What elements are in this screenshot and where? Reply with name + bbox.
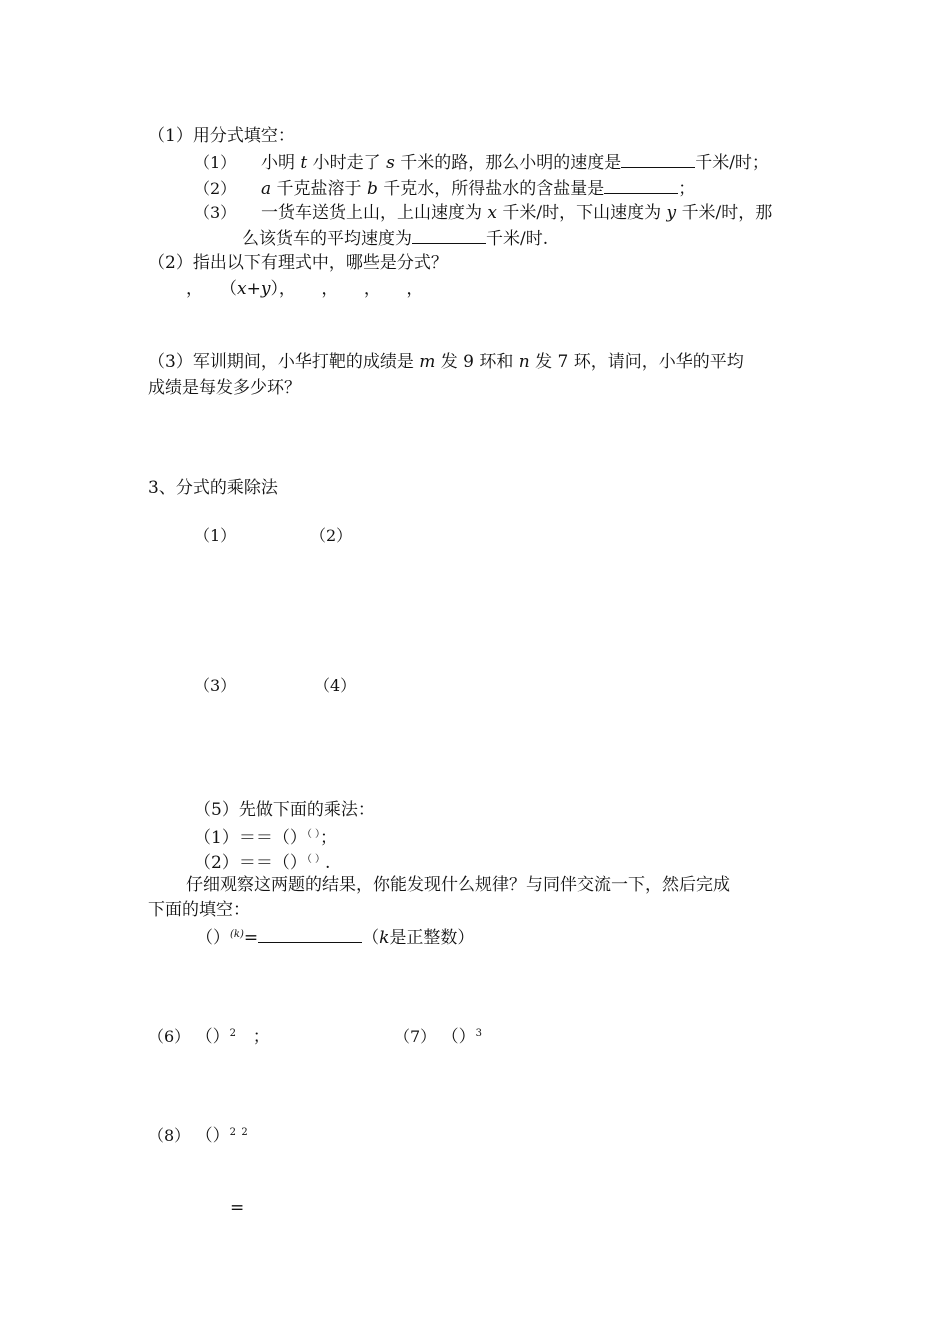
exponent-placeholder: （ ） [306, 854, 326, 865]
variable-k: k [379, 928, 390, 948]
problem-number: （1） [194, 526, 237, 545]
paren-text: （） [441, 1027, 476, 1047]
item-text: 千米/时； [695, 153, 769, 173]
problem-number: （2） [310, 526, 353, 545]
item6 [148, 1022, 270, 1049]
section3-text: （3）军训期间，小华打靶的成绩是 [148, 352, 414, 372]
problem-4-label [314, 674, 356, 698]
section2-title-text: （2）指出以下有理式中，哪些是分式？ [148, 253, 448, 273]
exponent: 3 [475, 1028, 482, 1039]
item-text: ； [678, 179, 696, 199]
item5-title-text: （5）先做下面的乘法： [194, 800, 375, 820]
section3-line2 [148, 376, 301, 400]
problem-3-label [194, 674, 236, 698]
item5-row-text: ； [320, 828, 338, 848]
item-text: 千米的路，那么小明的速度是 [400, 153, 622, 173]
fill-text: 是正整数） [389, 928, 475, 948]
problem-number: （7） [394, 1027, 437, 1046]
variable-n: n [518, 352, 530, 372]
variable-x: x [487, 203, 497, 223]
item8 [148, 1121, 248, 1148]
paragraph-text: 下面的填空： [148, 900, 250, 920]
section1-item3-cont [242, 226, 548, 251]
section2-expressions [186, 277, 423, 301]
fill-text: （） [196, 928, 230, 948]
section1-title [148, 124, 295, 148]
item-text: 千米/时，那 [681, 203, 773, 223]
problem-number: （8） [148, 1126, 191, 1145]
exponent: 2 [241, 1127, 248, 1138]
answer-blank[interactable] [412, 226, 486, 244]
problem-2-label [310, 524, 352, 548]
problem-number: （4） [314, 676, 357, 695]
section1-title-text: （1）用分式填空： [148, 126, 295, 146]
item5-fill-line [196, 923, 474, 950]
answer-blank[interactable] [621, 150, 695, 168]
paren-text: （） [195, 1027, 230, 1047]
variable-a: a [261, 179, 272, 199]
item-number: （1） [194, 153, 237, 172]
section1-item1 [194, 150, 769, 175]
item7 [394, 1022, 482, 1049]
expression-variable: x+y [237, 279, 271, 299]
item-number: （2） [194, 179, 237, 198]
expression-text: ， （ [186, 279, 237, 299]
item-text: 一货车送货上山，上山速度为 [261, 203, 482, 223]
variable-b: b [366, 179, 378, 199]
exponent-k: (k) [230, 929, 244, 940]
problem-number: （6） [148, 1027, 191, 1046]
item-text: 小时走了 [312, 153, 381, 173]
exponent: 2 [229, 1127, 236, 1138]
section1-item2 [194, 176, 695, 201]
section2-title [148, 251, 448, 275]
exponent-placeholder: （ ） [306, 829, 321, 840]
variable-y: y [666, 203, 677, 223]
section3-line1 [148, 350, 744, 374]
item-text: 千米/时. [486, 229, 549, 249]
equals-sign: = [230, 1198, 245, 1218]
item-text: 千克盐溶于 [276, 179, 362, 199]
item5-paragraph-line2 [148, 898, 250, 922]
item5-paragraph-line1 [186, 873, 730, 897]
exponent: 2 [229, 1028, 236, 1039]
variable-t: t [300, 153, 308, 173]
equals-sign: = [243, 928, 259, 948]
expression-text: ）， ， ， ， [270, 279, 424, 299]
section3-text: 发 9 环和 [440, 352, 514, 372]
item5-row-text: （1）＝＝（） [194, 828, 307, 848]
item-text: 小明 [261, 153, 295, 173]
paragraph-text: 仔细观察这两题的结果，你能发现什么规律？与同伴交流一下，然后完成 [186, 875, 730, 895]
item5-row2 [194, 848, 330, 875]
paren-text: （） [195, 1126, 230, 1146]
item5-row1 [194, 823, 337, 850]
item-number: （3） [194, 203, 237, 222]
problem-number: （3） [194, 676, 237, 695]
item-text: 么该货车的平均速度为 [242, 229, 412, 249]
separator: ； [252, 1027, 270, 1047]
item5-title [194, 798, 375, 822]
answer-blank[interactable] [258, 925, 362, 943]
problem-1-label [194, 524, 236, 548]
item5-row-text: （2）＝＝（） [194, 853, 307, 873]
section3-text: 发 7 环，请问，小华的平均 [535, 352, 744, 372]
section-heading [148, 476, 278, 500]
item5-row-text: . [325, 853, 331, 873]
heading-text: 3、分式的乘除法 [148, 478, 278, 498]
item8-equals [230, 1196, 244, 1220]
item-text: 千克水，所得盐水的含盐量是 [383, 179, 605, 199]
variable-m: m [419, 352, 436, 372]
fill-text: （ [362, 928, 380, 948]
section3-text: 成绩是每发多少环？ [148, 378, 301, 398]
variable-s: s [386, 153, 395, 173]
item-text: 千米/时，下山速度为 [502, 203, 662, 223]
answer-blank[interactable] [604, 176, 678, 194]
section1-item3 [194, 201, 772, 225]
